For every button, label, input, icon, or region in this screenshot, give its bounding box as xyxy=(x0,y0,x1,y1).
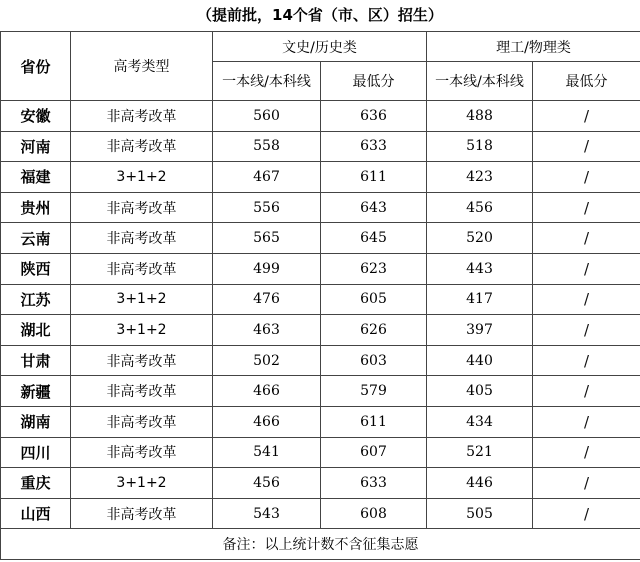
cell-line-b: 488 xyxy=(427,101,533,132)
cell-min-a: 633 xyxy=(321,468,427,499)
cell-province: 福建 xyxy=(1,162,71,193)
cell-min-a: 633 xyxy=(321,131,427,162)
cell-exam-type: 非高考改革 xyxy=(71,376,213,407)
cell-line-a: 456 xyxy=(213,468,321,499)
table-row xyxy=(1,101,640,132)
cell-min-b: / xyxy=(533,223,640,254)
header-min-a: 最低分 xyxy=(321,62,427,101)
cell-line-a: 463 xyxy=(213,315,321,346)
cell-line-a: 558 xyxy=(213,131,321,162)
cell-line-b: 417 xyxy=(427,284,533,315)
cell-line-b: 456 xyxy=(427,192,533,223)
cell-province: 贵州 xyxy=(1,192,71,223)
cell-line-b: 443 xyxy=(427,253,533,284)
cell-exam-type: 非高考改革 xyxy=(71,253,213,284)
table-row xyxy=(1,253,640,284)
cell-exam-type: 3+1+2 xyxy=(71,315,213,346)
cell-line-a: 466 xyxy=(213,406,321,437)
cell-exam-type: 3+1+2 xyxy=(71,162,213,193)
cell-exam-type: 非高考改革 xyxy=(71,101,213,132)
cell-min-a: 645 xyxy=(321,223,427,254)
cell-line-a: 502 xyxy=(213,345,321,376)
cell-min-b: / xyxy=(533,192,640,223)
cell-min-b: / xyxy=(533,376,640,407)
cell-min-b: / xyxy=(533,101,640,132)
header-exam-type: 高考类型 xyxy=(71,32,213,101)
cell-line-a: 541 xyxy=(213,437,321,468)
table-row xyxy=(1,131,640,162)
table-row xyxy=(1,376,640,407)
cell-line-a: 556 xyxy=(213,192,321,223)
cell-province: 新疆 xyxy=(1,376,71,407)
cell-min-a: 605 xyxy=(321,284,427,315)
cell-min-a: 623 xyxy=(321,253,427,284)
cell-line-a: 466 xyxy=(213,376,321,407)
cell-line-b: 520 xyxy=(427,223,533,254)
table-row xyxy=(1,223,640,254)
header-group-liberal-arts: 文史/历史类 xyxy=(213,32,427,62)
cell-exam-type: 非高考改革 xyxy=(71,131,213,162)
note-row xyxy=(1,529,640,560)
cell-exam-type: 3+1+2 xyxy=(71,468,213,499)
cell-line-a: 467 xyxy=(213,162,321,193)
cell-min-a: 636 xyxy=(321,101,427,132)
table-row xyxy=(1,406,640,437)
cell-province: 四川 xyxy=(1,437,71,468)
cell-exam-type: 3+1+2 xyxy=(71,284,213,315)
cell-min-a: 643 xyxy=(321,192,427,223)
table-row xyxy=(1,345,640,376)
cell-province: 甘肃 xyxy=(1,345,71,376)
table-caption: （提前批，14个省（市、区）招生） xyxy=(197,6,443,24)
cell-exam-type: 非高考改革 xyxy=(71,223,213,254)
header-group-science: 理工/物理类 xyxy=(427,32,640,62)
cell-line-a: 543 xyxy=(213,498,321,529)
cell-province: 江苏 xyxy=(1,284,71,315)
cell-line-b: 434 xyxy=(427,406,533,437)
cell-province: 河南 xyxy=(1,131,71,162)
table-row xyxy=(1,437,640,468)
cell-province: 云南 xyxy=(1,223,71,254)
table-body xyxy=(1,101,640,529)
cell-line-b: 446 xyxy=(427,468,533,499)
cell-province: 湖北 xyxy=(1,315,71,346)
cell-line-a: 565 xyxy=(213,223,321,254)
cell-province: 陕西 xyxy=(1,253,71,284)
cell-line-b: 423 xyxy=(427,162,533,193)
header-line-b: 一本线/本科线 xyxy=(427,62,533,101)
cell-line-b: 397 xyxy=(427,315,533,346)
table-row xyxy=(1,468,640,499)
table-row xyxy=(1,315,640,346)
header-line-a: 一本线/本科线 xyxy=(213,62,321,101)
table-row xyxy=(1,162,640,193)
cell-exam-type: 非高考改革 xyxy=(71,345,213,376)
table-note: 备注：以上统计数不含征集志愿 xyxy=(1,529,640,560)
cell-min-a: 608 xyxy=(321,498,427,529)
cell-min-b: / xyxy=(533,406,640,437)
cell-line-a: 560 xyxy=(213,101,321,132)
cell-min-a: 579 xyxy=(321,376,427,407)
cell-line-a: 476 xyxy=(213,284,321,315)
cell-min-b: / xyxy=(533,468,640,499)
cell-province: 湖南 xyxy=(1,406,71,437)
cell-line-b: 440 xyxy=(427,345,533,376)
cell-min-a: 611 xyxy=(321,162,427,193)
cell-min-a: 603 xyxy=(321,345,427,376)
cell-exam-type: 非高考改革 xyxy=(71,406,213,437)
table-row xyxy=(1,498,640,529)
cell-exam-type: 非高考改革 xyxy=(71,192,213,223)
cell-min-b: / xyxy=(533,437,640,468)
cell-province: 山西 xyxy=(1,498,71,529)
cell-min-a: 607 xyxy=(321,437,427,468)
cell-min-b: / xyxy=(533,162,640,193)
cell-min-b: / xyxy=(533,345,640,376)
cell-min-b: / xyxy=(533,315,640,346)
table-row xyxy=(1,192,640,223)
cell-exam-type: 非高考改革 xyxy=(71,437,213,468)
cell-line-a: 499 xyxy=(213,253,321,284)
cell-min-a: 626 xyxy=(321,315,427,346)
cell-min-b: / xyxy=(533,498,640,529)
cell-line-b: 521 xyxy=(427,437,533,468)
cell-line-b: 518 xyxy=(427,131,533,162)
header-min-b: 最低分 xyxy=(533,62,640,101)
cell-line-b: 405 xyxy=(427,376,533,407)
cell-min-b: / xyxy=(533,131,640,162)
cell-province: 安徽 xyxy=(1,101,71,132)
cell-province: 重庆 xyxy=(1,468,71,499)
cell-line-b: 505 xyxy=(427,498,533,529)
cell-exam-type: 非高考改革 xyxy=(71,498,213,529)
cell-min-a: 611 xyxy=(321,406,427,437)
cell-min-b: / xyxy=(533,284,640,315)
cell-min-b: / xyxy=(533,253,640,284)
header-row-1 xyxy=(1,32,640,62)
table-row xyxy=(1,284,640,315)
admission-score-table xyxy=(0,31,640,560)
header-province: 省份 xyxy=(1,32,71,101)
